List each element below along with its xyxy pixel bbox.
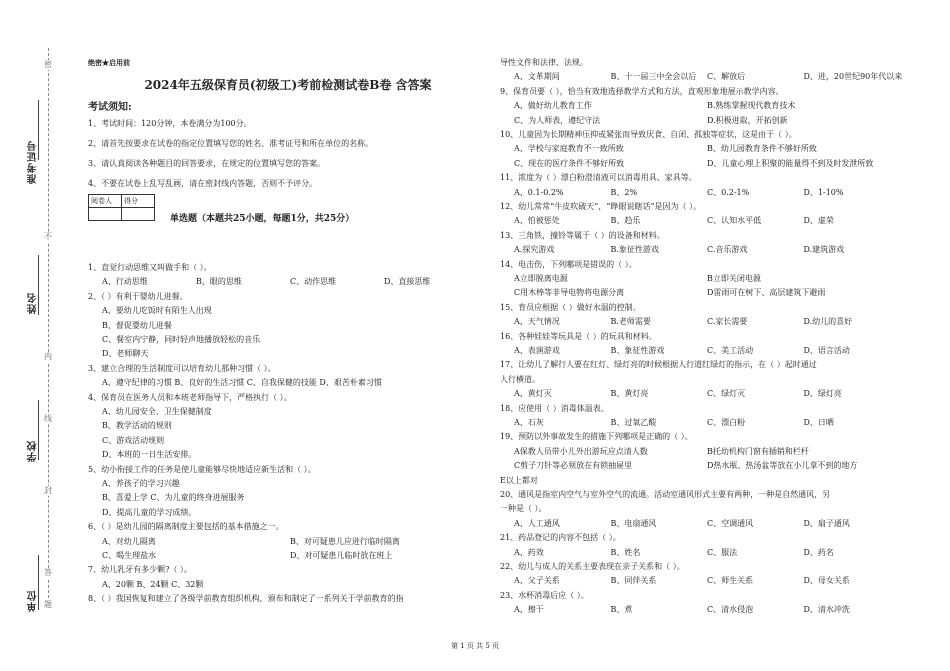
answer-option[interactable]: C用木棒等非导电物将电源分离	[514, 288, 625, 298]
answer-option[interactable]: A、表演游戏	[514, 346, 560, 355]
question-text: 6、（ ）是幼儿园的隔离制度主要包括的基本措施之一。	[88, 522, 284, 532]
field-label-school: 学校	[28, 440, 39, 462]
question-text: 一种是（ ）。	[500, 504, 547, 514]
answer-option[interactable]: A、人工通风	[514, 518, 560, 528]
score-table	[88, 194, 155, 221]
answer-option[interactable]: C、服法	[707, 547, 738, 557]
answer-option[interactable]: C、喝生理盐水	[102, 551, 157, 560]
answer-option[interactable]: C、空调通风	[707, 518, 754, 528]
answer-option[interactable]: D、母女关系	[803, 576, 850, 586]
field-label-exam-number: 准考证号	[28, 140, 39, 184]
answer-option[interactable]: A、父子关系	[514, 576, 560, 586]
seal-char: 线	[44, 414, 52, 423]
answer-option[interactable]: D.幼儿的喜好	[803, 317, 853, 327]
answer-option[interactable]: C、餐室内宁静，同时轻声地播放轻松的音乐	[102, 335, 261, 344]
question-text: 17、让幼儿了解行人要在红灯、绿灯亮的时候根据人行道红绿灯的指示，在（ ）起时通过	[500, 360, 817, 370]
answer-option[interactable]: B、十一届三中全会以后	[610, 72, 697, 82]
answer-option[interactable]: B托幼机构门窗有插销和栏杆	[707, 446, 809, 456]
field-label-unit: 单位	[28, 590, 39, 612]
answer-option[interactable]: A立即脱离电源	[514, 274, 568, 283]
answer-option[interactable]: B、喜爱上学 C、为儿童的终身进展服务	[102, 493, 245, 503]
answer-option[interactable]: C、清水侵泡	[707, 605, 754, 615]
seal-char: 密	[44, 60, 52, 69]
score-table-score-cell[interactable]	[122, 208, 155, 221]
question-text: 19、预防以外事故发生的措施下列哪项是正确的（ ）。	[500, 432, 693, 442]
answer-option[interactable]: D、绿灯亮	[803, 389, 842, 399]
seal-dashed-line	[48, 48, 49, 608]
answer-option[interactable]: D、直接思维	[384, 277, 431, 287]
score-table-grader-cell[interactable]	[89, 208, 122, 221]
answer-option[interactable]: D、清水冲洗	[803, 605, 850, 615]
question-text: 人行横道。	[500, 374, 540, 384]
answer-option[interactable]: D.建筑游戏	[803, 245, 845, 255]
seal-char: 不	[44, 232, 52, 241]
answer-option[interactable]: C、认知水平低	[707, 216, 762, 226]
answer-option[interactable]: C剪子刀针等必须放在有锁抽屉里	[514, 461, 633, 471]
notice-item: 2、请首先按要求在试卷的指定位置填写您的姓名、准考证号和所在单位的名称。	[88, 139, 374, 148]
question-text: 11、浓度为（ ）漂白粉澄清液可以消毒用具、家具等。	[500, 173, 697, 183]
answer-option[interactable]: D、进，20世纪90年代以来	[803, 72, 903, 82]
answer-option[interactable]: D、虚荣	[803, 216, 834, 226]
field-line-school	[38, 400, 39, 460]
question-text: 15、育员应根据（ ）做好水温的控制。	[500, 302, 641, 312]
score-table-grader-label: 阅卷人	[89, 195, 122, 208]
answer-option[interactable]: A、石灰	[514, 418, 544, 427]
answer-option[interactable]: B、趋乐	[610, 216, 641, 226]
answer-option[interactable]: A、文革期间	[514, 72, 560, 82]
answer-option[interactable]: B、教学活动的规则	[102, 421, 172, 431]
page-footer: 第 1 页 共 5 页	[450, 642, 500, 650]
answer-option[interactable]: A、黄灯灭	[514, 389, 552, 399]
answer-option[interactable]: B、黄灯亮	[610, 389, 649, 399]
answer-option[interactable]: A、擦干	[514, 605, 544, 615]
question-text: 5、幼小衔接工作的任务是使儿童能够尽快地适应新生活和（ ）。	[88, 464, 316, 474]
question-text: E以上都对	[500, 475, 538, 485]
notice-heading: 考试须知:	[88, 102, 132, 113]
score-table-score-label: 得分	[122, 195, 155, 208]
answer-option[interactable]: A、养孩子的学习兴趣	[102, 479, 180, 488]
answer-option[interactable]: A、行动思维	[102, 277, 148, 287]
answer-option[interactable]: D、1-10%	[803, 187, 844, 197]
question-text: 8、（ ）我国恢复和建立了各级学前教育组织机构，颁布和制定了一系列关于学前教育的指	[88, 594, 404, 604]
answer-option[interactable]: C、动作思维	[290, 277, 337, 287]
answer-option[interactable]: B、过氧乙酸	[610, 418, 657, 427]
answer-option[interactable]: B、眼的思维	[196, 277, 242, 287]
question-text: 14、电击伤，下列哪项是错误的（ ）。	[500, 259, 637, 269]
field-line-name	[38, 255, 39, 315]
question-text: 2、（ ）有利于婴幼儿进餐。	[88, 291, 188, 301]
answer-option[interactable]: B、煮	[610, 605, 633, 615]
answer-option[interactable]: D、扇子通风	[803, 518, 850, 528]
answer-option[interactable]: C、为人师表，遵纪守法	[514, 115, 601, 125]
answer-option[interactable]: D、日晒	[803, 418, 834, 427]
answer-option[interactable]: C.家长需要	[707, 317, 748, 327]
answer-option[interactable]: A、0.1-0.2%	[514, 187, 564, 197]
answer-option[interactable]: C、解放后	[707, 72, 746, 82]
answer-option[interactable]: D.积极进取，开拓创新	[707, 115, 788, 125]
question-text: 23、水杯消毒后应（ ）。	[500, 590, 589, 600]
answer-option[interactable]: D、对可疑患儿临时放在班上	[290, 551, 393, 560]
answer-option[interactable]: C、游戏活动规则	[102, 435, 165, 445]
question-text: 21、药品登记的内容不包括（ ）。	[500, 533, 621, 543]
answer-option[interactable]: D、本班的一日生活安排。	[102, 450, 197, 460]
answer-option[interactable]: A、药效	[514, 547, 544, 557]
answer-option[interactable]: D、儿童心理上积聚的能量得不到及时发泄所致	[707, 158, 874, 168]
answer-option[interactable]: B立即关闭电源	[707, 274, 761, 283]
answer-option[interactable]: B、电扇通风	[610, 518, 657, 528]
answer-option[interactable]: B、姓名	[610, 547, 641, 557]
field-label-name: 姓名	[28, 292, 39, 314]
answer-option[interactable]: B.老师需要	[610, 317, 651, 327]
question-text: 22、幼儿与成人的关系主要表现在亲子关系和（ ）。	[500, 562, 685, 571]
answer-option[interactable]: D、药名	[803, 547, 834, 557]
field-line-exam-number	[38, 100, 39, 160]
answer-option[interactable]: C、美工活动	[707, 346, 754, 355]
section-title: 单选题（本题共25小题，每题1分，共25分）	[170, 214, 355, 224]
answer-option[interactable]: B、象征性游戏	[610, 346, 665, 355]
question-text: 7、幼儿乳牙有多少颗?（ ）。	[88, 565, 192, 575]
answer-option[interactable]: A保教人员带小儿外出游玩应点清人数	[514, 446, 648, 456]
answer-option[interactable]: D、提高儿童的学习成绩。	[102, 507, 197, 517]
seal-char: 内	[44, 352, 52, 361]
answer-option[interactable]: B、督促婴幼儿进餐	[102, 320, 172, 330]
answer-option[interactable]: A、天气情况	[514, 317, 560, 327]
answer-option[interactable]: B.熟练掌握现代教育技术	[707, 101, 796, 111]
answer-option[interactable]: A、对幼儿隔离	[102, 536, 156, 546]
question-text: 12、幼儿常常“牛皮吹破天”，“睁眼说瞎话”是因为（ ）。	[500, 202, 702, 211]
question-text: 16、各种娃娃等玩具是（ ）的玩具和材料。	[500, 331, 657, 341]
page-title: 2024年五级保育员(初级工)考前检测试卷B卷 含答案	[144, 78, 432, 92]
question-text: 13、三角铁，撞铃等属于（ ）的设备和材料。	[500, 230, 665, 240]
answer-option[interactable]: C、师生关系	[707, 576, 754, 586]
question-text: 20、通风是指室内空气与室外空气的流通。活动室通风形式主要有两种，一种是自然通风，另	[500, 490, 831, 499]
answer-option[interactable]: D雷雨可在树下、高层建筑下避雨	[707, 288, 826, 298]
answer-option[interactable]: D、语言活动	[803, 346, 850, 355]
answer-option[interactable]: D、老师聊天	[102, 349, 149, 359]
seal-char: 题	[44, 600, 52, 609]
answer-option[interactable]: B、对可疑患儿应进行临时隔离	[290, 536, 400, 546]
answer-option[interactable]: A.探究游戏	[514, 245, 555, 255]
answer-option[interactable]: A、做好幼儿教育工作	[514, 101, 592, 111]
answer-option[interactable]: A、要幼儿吃饭时有陌生人出现	[102, 306, 212, 316]
question-text: 10、儿童因为长期精神压抑或紧张而导致厌食、自闭、孤独等症状，这是由于（ ）。	[500, 130, 797, 139]
answer-option[interactable]: A、学校与家庭教育不一致所致	[514, 144, 624, 154]
answer-option[interactable]: C.音乐游戏	[707, 245, 748, 255]
answer-option[interactable]: A、遵守纪律的习惯 B、良好的生活习惯 C、自我保健的技能 D、艰苦朴素习惯	[102, 378, 382, 388]
answer-option[interactable]: D热水瓶、热汤盆等放在小儿拿不到的地方	[707, 461, 858, 471]
question-text: 9、保育员要（ ），恰当有效地选择教学方式和方法，直观形象地展示教学内容。	[500, 86, 784, 96]
answer-option[interactable]: A、20颗 B、24颗 C、32颗	[102, 579, 204, 589]
notice-item: 4、不要在试卷上乱写乱画，请在密封线内答题，否则不予评分。	[88, 179, 318, 188]
notice-item: 3、请认真阅读各种题目的回答要求，在规定的位置填写您的答案。	[88, 159, 326, 168]
binding-margin	[0, 0, 70, 671]
question-text: 1、直觉行动思维又叫做手和（ ）。	[88, 263, 212, 272]
seal-char: 答	[44, 568, 52, 577]
field-line-unit	[38, 555, 39, 610]
answer-option[interactable]: C、现在的医疗条件不够好所致	[514, 158, 625, 168]
answer-option[interactable]: B.象征性游戏	[610, 245, 659, 255]
answer-option[interactable]: C、绿灯灭	[707, 389, 746, 399]
answer-option[interactable]: B、同伴关系	[610, 576, 657, 586]
answer-option[interactable]: B、2%	[610, 187, 638, 197]
answer-option[interactable]: A、幼儿园安全、卫生保健制度	[102, 407, 212, 416]
question-text: 导性文件和法律、法规。	[500, 58, 588, 67]
secret-mark: 绝密★启用前	[88, 58, 130, 67]
answer-option[interactable]: A、怕被惩处	[514, 216, 560, 226]
answer-option[interactable]: B、幼儿园教育条件不够好所致	[707, 144, 817, 154]
seal-char: 封	[44, 486, 52, 495]
answer-option[interactable]: C、漂白粉	[707, 418, 746, 427]
answer-option[interactable]: C、0.2-1%	[707, 187, 750, 197]
question-text: 18、应使用（ ）消毒体温表。	[500, 403, 609, 413]
question-text: 4、保育员在医务人员和本班老师指导下，严格执行（ ）。	[88, 392, 292, 402]
question-text: 3、建立合理的生活制度可以培育幼儿那种习惯（ ）。	[88, 363, 276, 373]
notice-item: 1、考试时间：120分钟，本卷满分为100分。	[88, 119, 252, 128]
